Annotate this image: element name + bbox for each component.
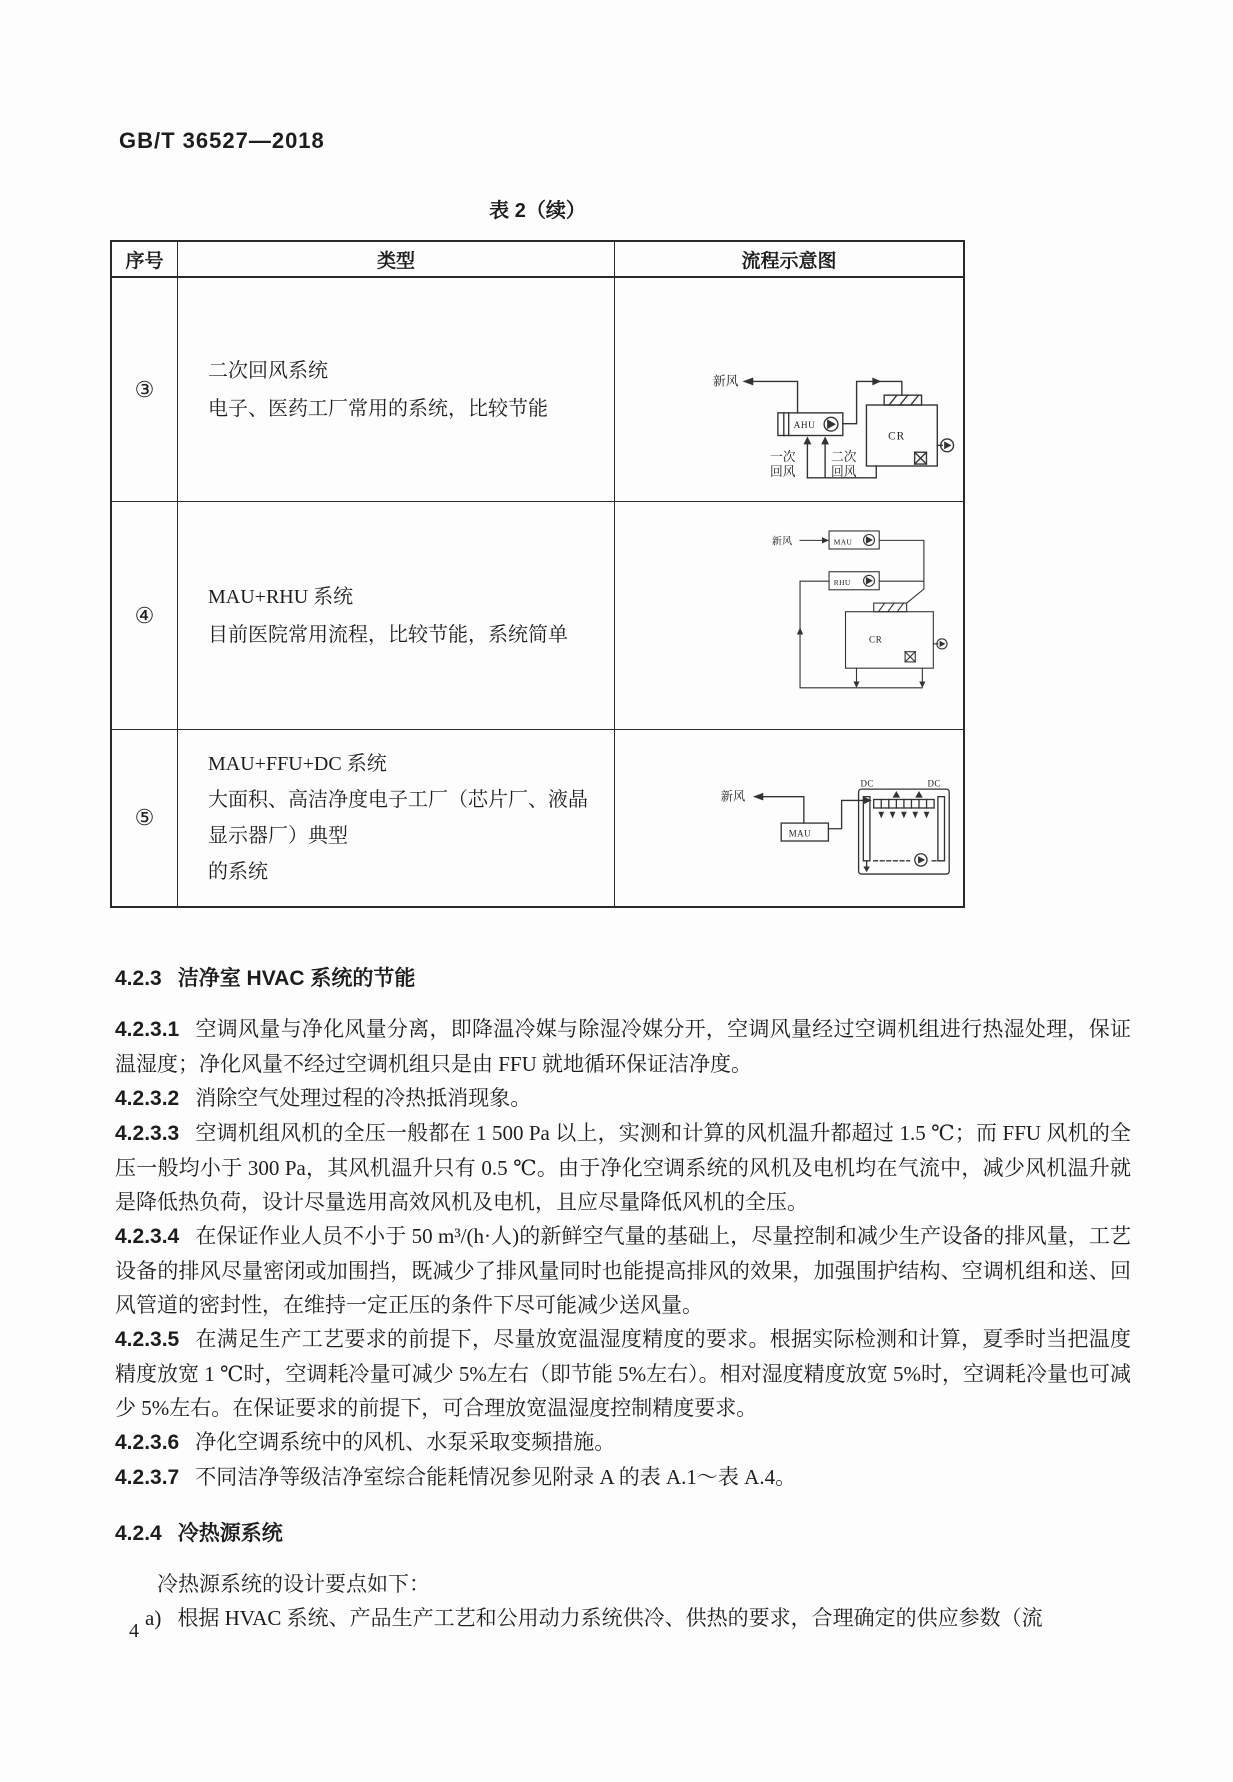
row4-diagram-cell	[615, 502, 963, 730]
row4-type-line1: MAU+RHU 系统	[208, 585, 354, 608]
section-title: 冷热源系统	[177, 1522, 283, 1545]
clause-4-2-3-2: 4.2.3.2 消除空气处理过程的冷热抵消现象。	[115, 1086, 532, 1110]
section-4-2-3-heading	[115, 962, 1131, 996]
arrow-up-icon	[803, 436, 811, 444]
cr-label: CR	[888, 430, 906, 443]
clause-4-2-3-6: 4.2.3.6 净化空调系统中的风机、水泵采取变频措施。	[115, 1430, 616, 1454]
row3-type	[178, 278, 615, 502]
arrow-down-icon	[878, 812, 884, 819]
list-marker: a)	[145, 1606, 162, 1630]
row5-seq: ⑤	[112, 730, 178, 906]
clause-4-2-3-7: 4.2.3.7 不同洁净等级洁净室综合能耗情况参见附录 A 的表 A.1～表 A.4。	[115, 1465, 797, 1489]
arrow-down-icon	[919, 681, 925, 687]
arrow-up-icon	[797, 627, 803, 634]
row3-diagram-cell	[615, 278, 963, 502]
row5-type-line3: 的系统	[208, 861, 268, 883]
table-caption: 表 2（续）	[489, 200, 586, 222]
primary-return-label-2: 回风	[770, 464, 796, 479]
body-text	[115, 962, 1131, 1635]
arrow-up-icon	[915, 791, 923, 798]
section-4-2-4-heading	[115, 1517, 1131, 1551]
table-2-continued	[110, 240, 965, 908]
arrow-down-icon	[863, 867, 870, 873]
secondary-return-label-2: 回风	[831, 464, 857, 479]
dry-coil-right	[938, 797, 945, 861]
row4-seq: ④	[112, 502, 178, 730]
row5-diagram-cell	[615, 730, 963, 906]
row3-seq: ③	[112, 278, 178, 502]
fresh-air-label: 新风	[712, 374, 739, 389]
arrow-up-icon	[893, 791, 901, 798]
mau-label: MAU	[833, 537, 853, 547]
arrow-left-icon	[742, 377, 753, 385]
section-number: 4.2.3	[115, 967, 162, 990]
ahu-label: AHU	[793, 421, 816, 432]
arrow-down-icon	[901, 812, 907, 819]
clause-4-2-3-3: 4.2.3.3 空调机组风机的全压一般都在 1 500 Pa 以上，实测和计算的风机温升都超过 1.5 ℃；而 FFU 风机的全压一般均小于 300 Pa，其风机温升只有 0.5 ℃。由于净化空调系统的风机及电机均在气流中，减少风机温升就是降低热负荷，设计尽量选用高效风机及电机，且应尽量降低风机的全压。	[115, 1121, 1131, 1214]
section-number: 4.2.4	[115, 1522, 162, 1545]
row5-type-line1: MAU+FFU+DC 系统	[208, 753, 387, 775]
arrow-down-icon	[890, 812, 896, 819]
clause-4-2-3-5: 4.2.3.5 在满足生产工艺要求的前提下，尽量放宽温湿度精度的要求。根据实际检测和计算，夏季时当把温度精度放宽 1 ℃时，空调耗冷量可减少 5%左右（即节能 5%左右）。相对湿度精度放宽 5%时，空调耗冷量也可减少 5%左右。在保证要求的前提下，可合理放宽温湿度控制精度要求。	[115, 1327, 1131, 1420]
row3-type-line1: 二次回风系统	[208, 359, 328, 382]
row5-type-line2: 大面积、高洁净度电子工厂（芯片厂、液晶显示器厂）典型	[208, 789, 588, 847]
row4-type-line2: 目前医院常用流程，比较节能，系统简单	[208, 623, 568, 646]
col-header-type: 类型	[178, 242, 615, 278]
page-number: 4	[129, 1620, 139, 1642]
arrow-down-icon	[853, 681, 859, 687]
cr-label: CR	[869, 634, 883, 645]
fresh-air-label: 新风	[771, 536, 793, 548]
fresh-air-label: 新风	[720, 789, 746, 804]
mau-rhu-diagram	[753, 520, 949, 696]
cleanroom-box	[846, 612, 934, 668]
arrow-left-icon	[753, 793, 763, 801]
rhu-label: RHU	[833, 578, 851, 588]
row4-type	[178, 502, 615, 730]
dc-right-label: DC	[927, 778, 941, 789]
arrow-right-icon	[822, 537, 829, 543]
row3-type-line2: 电子、医药工厂常用的系统，比较节能	[208, 397, 548, 420]
hepa-filter	[874, 603, 907, 612]
list-item-a: a) 根据 HVAC 系统、产品生产工艺和公用动力系统供冷、供热的要求，合理确定的供应参数（流	[145, 1606, 1043, 1630]
dc-left-label: DC	[860, 778, 874, 789]
primary-return-label-1: 一次	[770, 450, 796, 465]
col-header-seq: 序号	[112, 242, 178, 278]
col-header-diagram: 流程示意图	[615, 242, 963, 278]
arrow-down-icon	[924, 812, 930, 819]
secondary-return-air-diagram	[709, 344, 955, 492]
row5-type	[178, 730, 615, 906]
arrow-up-icon	[821, 436, 829, 444]
standard-number-header: GB/T 36527—2018	[119, 128, 325, 153]
secondary-return-label-1: 二次	[831, 450, 857, 465]
mau-label: MAU	[788, 828, 812, 839]
intro-paragraph: 冷热源系统的设计要点如下：	[157, 1572, 430, 1596]
arrow-down-icon	[912, 812, 918, 819]
dry-coil-left	[863, 797, 870, 861]
clause-4-2-3-1: 4.2.3.1 空调风量与净化风量分离，即降温冷媒与除湿冷媒分开，空调风量经过空调机组进行热湿处理，保证温湿度；净化风量不经过空调机组只是由 FFU 就地循环保证洁净度。	[115, 1017, 1131, 1076]
section-title: 洁净室 HVAC 系统的节能	[177, 967, 416, 990]
arrow-right-icon	[872, 377, 881, 385]
clause-4-2-3-4: 4.2.3.4 在保证作业人员不小于 50 m³/(h·人)的新鲜空气量的基础上，尽量控制和减少生产设备的排风量，工艺设备的排风尽量密闭或加围挡，既减少了排风量同时也能提高排风的效果，加强围护结构、空调机组和送、回风管道的密封性，在维持一定正压的条件下尽可能减少送风量。	[115, 1224, 1131, 1317]
mau-ffu-dc-diagram	[717, 774, 953, 880]
